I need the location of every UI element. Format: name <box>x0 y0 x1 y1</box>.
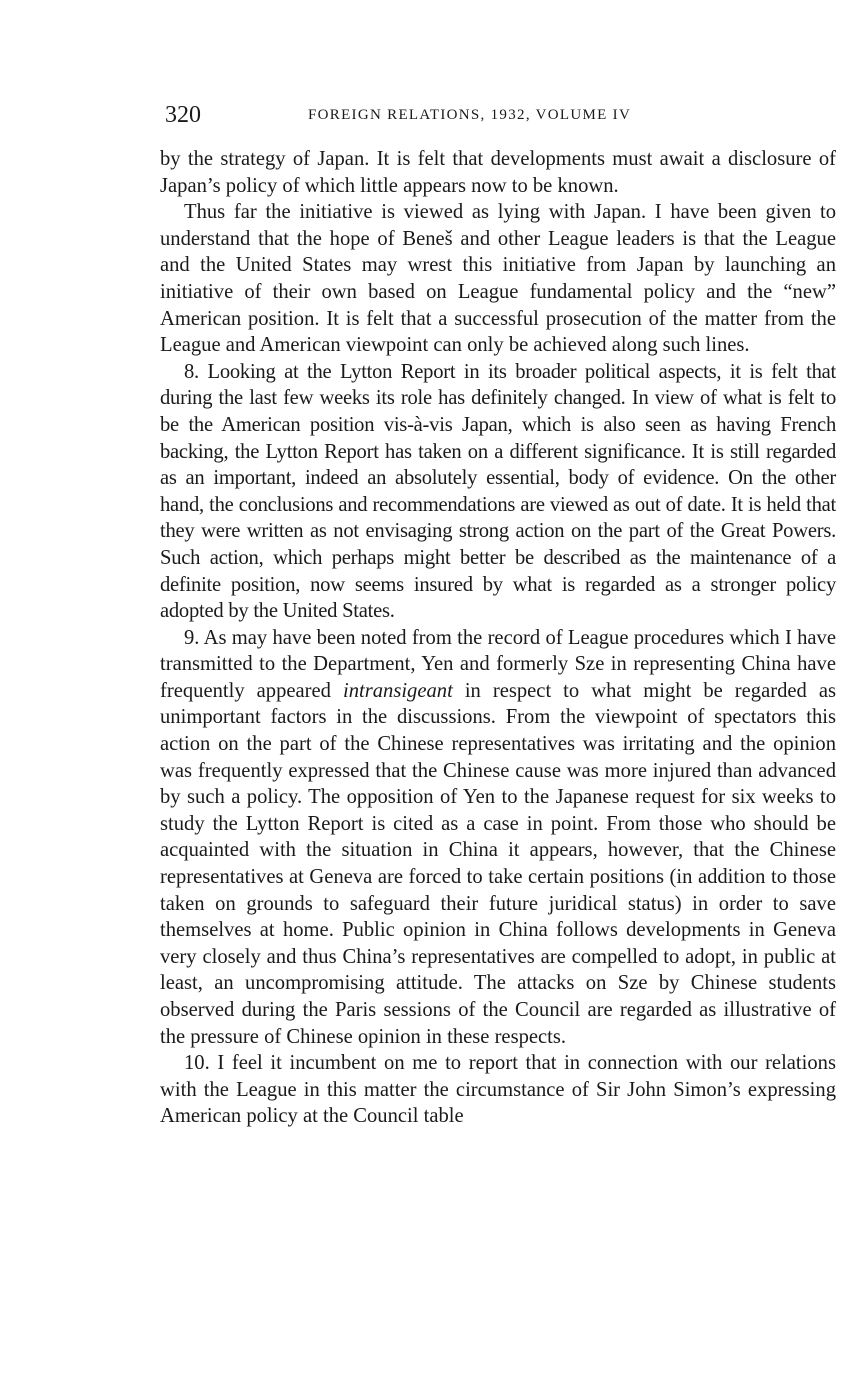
document-page <box>160 100 836 1130</box>
page-number: 320 <box>165 102 201 128</box>
paragraph-initiative: Thus far the initiative is viewed as lying with Japan. I have been given to understand that the hope of Beneš and other League leaders is that the League and the United States may wrest this initiative from Japan by launching an initiative of their own based on League fundamental policy and the “new” American position. It is felt that a successful prosecution of the matter from the League and American viewpoint can only be achieved along such lines. <box>160 201 836 357</box>
paragraph-9-text-start: 9. As may have been noted from the record of League procedures which I have transmitted to the Department, Yen and formerly Sze in representing China have frequently appeared <box>160 626 836 702</box>
paragraph-9-text-end: in respect to what might be regarded as unimportant factors in the discussions. From the viewpoint of spectators this action on the part of the Chinese representatives was irritating and the opinion was frequently expressed that the Chinese cause was more injured than advanced by such a policy. The opposition of Yen to the Japanese request for six weeks to study the Lytton Report is cited as a case in point. From those who should be acquainted with the situation in China it appears, however, that the Chinese representatives at Geneva are forced to take certain positions (in addition to those taken on grounds to safeguard their future juridical status) in order to save themselves at home. Public opinion in China follows developments in Geneva very closely and thus China’s representatives are compelled to adopt, in public at least, an uncompromising attitude. The attacks on Sze by Chinese students observed during the Paris sessions of the Council are regarded as illustrative of the pressure of Chinese opinion in these respects. <box>160 679 836 1048</box>
paragraph-continued: by the strategy of Japan. It is felt that developments must await a disclosure of Japan’s policy of which little appears now to be known. <box>160 148 836 197</box>
italic-term: intransigeant <box>342 679 453 702</box>
paragraph-10-league-relations: 10. I feel it incumbent on me to report that in connection with our relations with the League in this matter the circumstance of Sir John Simon’s expressing American policy at the Council table <box>160 1052 836 1128</box>
running-title: FOREIGN RELATIONS, 1932, VOLUME IV <box>308 107 632 123</box>
page-header <box>160 100 836 130</box>
paragraph-9-chinese-representatives <box>160 625 836 1051</box>
paragraph-8-lytton-report: 8. Looking at the Lytton Report in its broader political aspects, it is felt that during the last few weeks its role has definitely changed. In view of what is felt to be the American position vis-à-vis Japan, which is also seen as having French backing, the Lytton Report has taken on a different significance. It is still regarded as an important, indeed an absolutely essential, body of evidence. On the other hand, the conclusions and recommendations are viewed as out of date. It is held that they were written as not envisaging strong action on the part of the Great Powers. Such action, which perhaps might better be described as the maintenance of a definite position, now seems insured by what is regarded as a stronger policy adopted by the United States. <box>160 360 836 623</box>
